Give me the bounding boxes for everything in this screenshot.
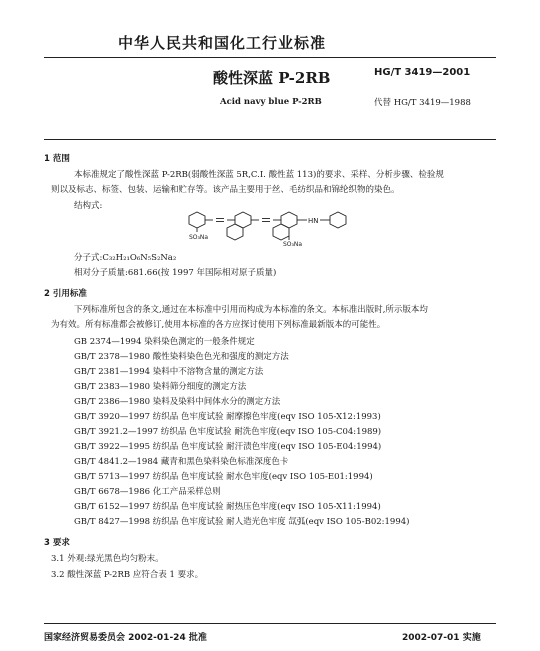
benzene-ring-left [189, 212, 205, 228]
molecular-formula: 分子式:C₃₂H₂₁O₆N₅S₂Na₂ [74, 253, 177, 263]
structural-formula [175, 208, 435, 248]
section-3-heading: 3 要求 [44, 538, 70, 548]
section-1-heading: 1 范围 [44, 154, 70, 164]
replaces-note: 代替 HG/T 3419—1988 [374, 98, 471, 108]
requirement-3-1: 3.1 外观:绿光黑色均匀粉末。 [51, 554, 164, 564]
molecular-weight: 相对分子质量:681.66(按 1997 年国际相对原子质量) [74, 268, 277, 278]
references-paragraph-line-1: 下列标准所包含的条文,通过在本标准中引用而构成为本标准的条文。本标准出版时,所示版本均 [74, 305, 428, 315]
reference-item: GB/T 2378—1980 酸性染料染色色光和强度的测定方法 [74, 352, 289, 362]
standard-number: HG/T 3419—2001 [374, 67, 471, 78]
reference-item: GB/T 6152—1997 纺织品 色牢度试验 耐热压色牢度(eqv ISO 105-X11:1994) [74, 502, 381, 512]
scope-paragraph-line-1: 本标准规定了酸性深蓝 P-2RB(弱酸性深蓝 5R,C.I. 酸性蓝 113)的要求、采样、分析步骤、检验规 [74, 170, 444, 180]
reference-item: GB/T 6678—1986 化工产品采样总则 [74, 487, 221, 497]
naphthalene-ring-1b [227, 224, 243, 240]
benzene-ring-right [330, 212, 346, 228]
requirement-3-2: 3.2 酸性深蓝 P-2RB 应符合表 1 要求。 [51, 570, 204, 580]
structure-label: 结构式: [74, 201, 103, 211]
reference-item: GB/T 2381—1994 染料中不溶物含量的测定方法 [74, 367, 264, 377]
footer-rule [44, 623, 496, 624]
reference-item: GB/T 5713—1997 纺织品 色牢度试验 耐水色牢度(eqv ISO 105-E01:1994) [74, 472, 373, 482]
reference-item: GB/T 3922—1995 纺织品 色牢度试验 耐汗渍色牢度(eqv ISO 105-E04:1994) [74, 442, 382, 452]
section-2-heading: 2 引用标准 [44, 289, 87, 299]
reference-item: GB/T 3921.2—1997 纺织品 色牢度试验 耐洗色牢度(eqv ISO 105-C04:1989) [74, 427, 382, 437]
standard-title: 酸性深蓝 P-2RB [213, 69, 331, 87]
standard-organization: 中华人民共和国化工行业标准 [118, 34, 327, 52]
formula-hn: HN [308, 217, 319, 225]
formula-so3na-left: SO₃Na [189, 234, 209, 241]
reference-item: GB 2374—1994 染料染色测定的一般条件规定 [74, 337, 255, 347]
header-rule [44, 57, 496, 58]
references-paragraph-line-2: 为有效。所有标准都会被修订,使用本标准的各方应探讨使用下列标准最新版本的可能性。 [51, 320, 386, 330]
implementation-date: 2002-07-01 实施 [402, 633, 481, 643]
reference-item: GB/T 3920—1997 纺织品 色牢度试验 耐摩擦色牢度(eqv ISO 105-X12:1993) [74, 412, 381, 422]
scope-paragraph-line-2: 则以及标志、标签、包装、运输和贮存等。该产品主要用于丝、毛纺织品和锦纶织物的染色。 [51, 185, 400, 195]
naphthalene-ring-2b [273, 224, 289, 240]
reference-item: GB/T 2386—1980 染料及染料中间体水分的测定方法 [74, 397, 281, 407]
formula-so3na-right: SO₃Na [283, 241, 303, 248]
reference-item: GB/T 8427—1998 纺织品 色牢度试验 耐人造光色牢度 氙弧(eqv ISO 105-B02:1994) [74, 517, 410, 527]
issuer-approval: 国家经济贸易委员会 2002-01-24 批准 [44, 633, 207, 643]
reference-item: GB/T 4841.2—1984 藏青和黑色染料染色标准深度色卡 [74, 457, 289, 467]
title-rule [44, 139, 496, 140]
english-title: Acid navy blue P-2RB [220, 97, 322, 107]
reference-item: GB/T 2383—1980 染料筛分细度的测定方法 [74, 382, 247, 392]
